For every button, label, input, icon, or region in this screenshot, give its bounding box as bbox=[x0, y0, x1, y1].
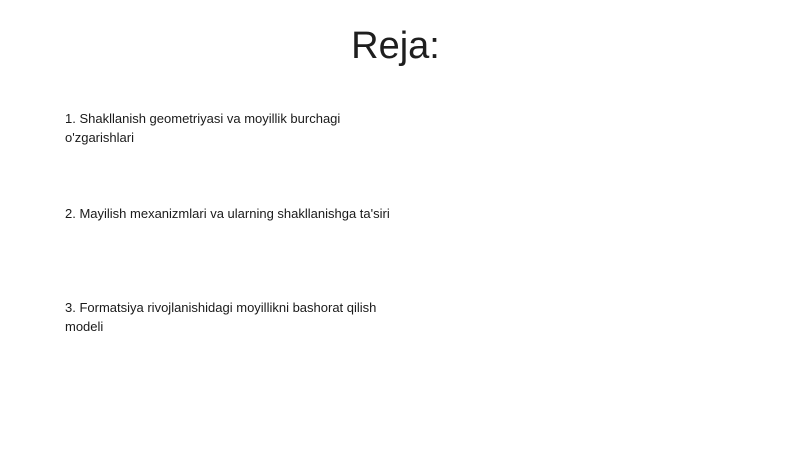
plan-item-1: 1. Shakllanish geometriyasi va moyillik burchagi o'zgarishlari bbox=[65, 111, 341, 145]
plan-item-3: 3. Formatsiya rivojlanishidagi moyillikni bashorat qilish modeli bbox=[65, 300, 377, 334]
plan-item-2: 2. Mayilish mexanizmlari va ularning shakllanishga ta'siri bbox=[65, 206, 390, 221]
slide-title: Reja: bbox=[351, 25, 440, 67]
